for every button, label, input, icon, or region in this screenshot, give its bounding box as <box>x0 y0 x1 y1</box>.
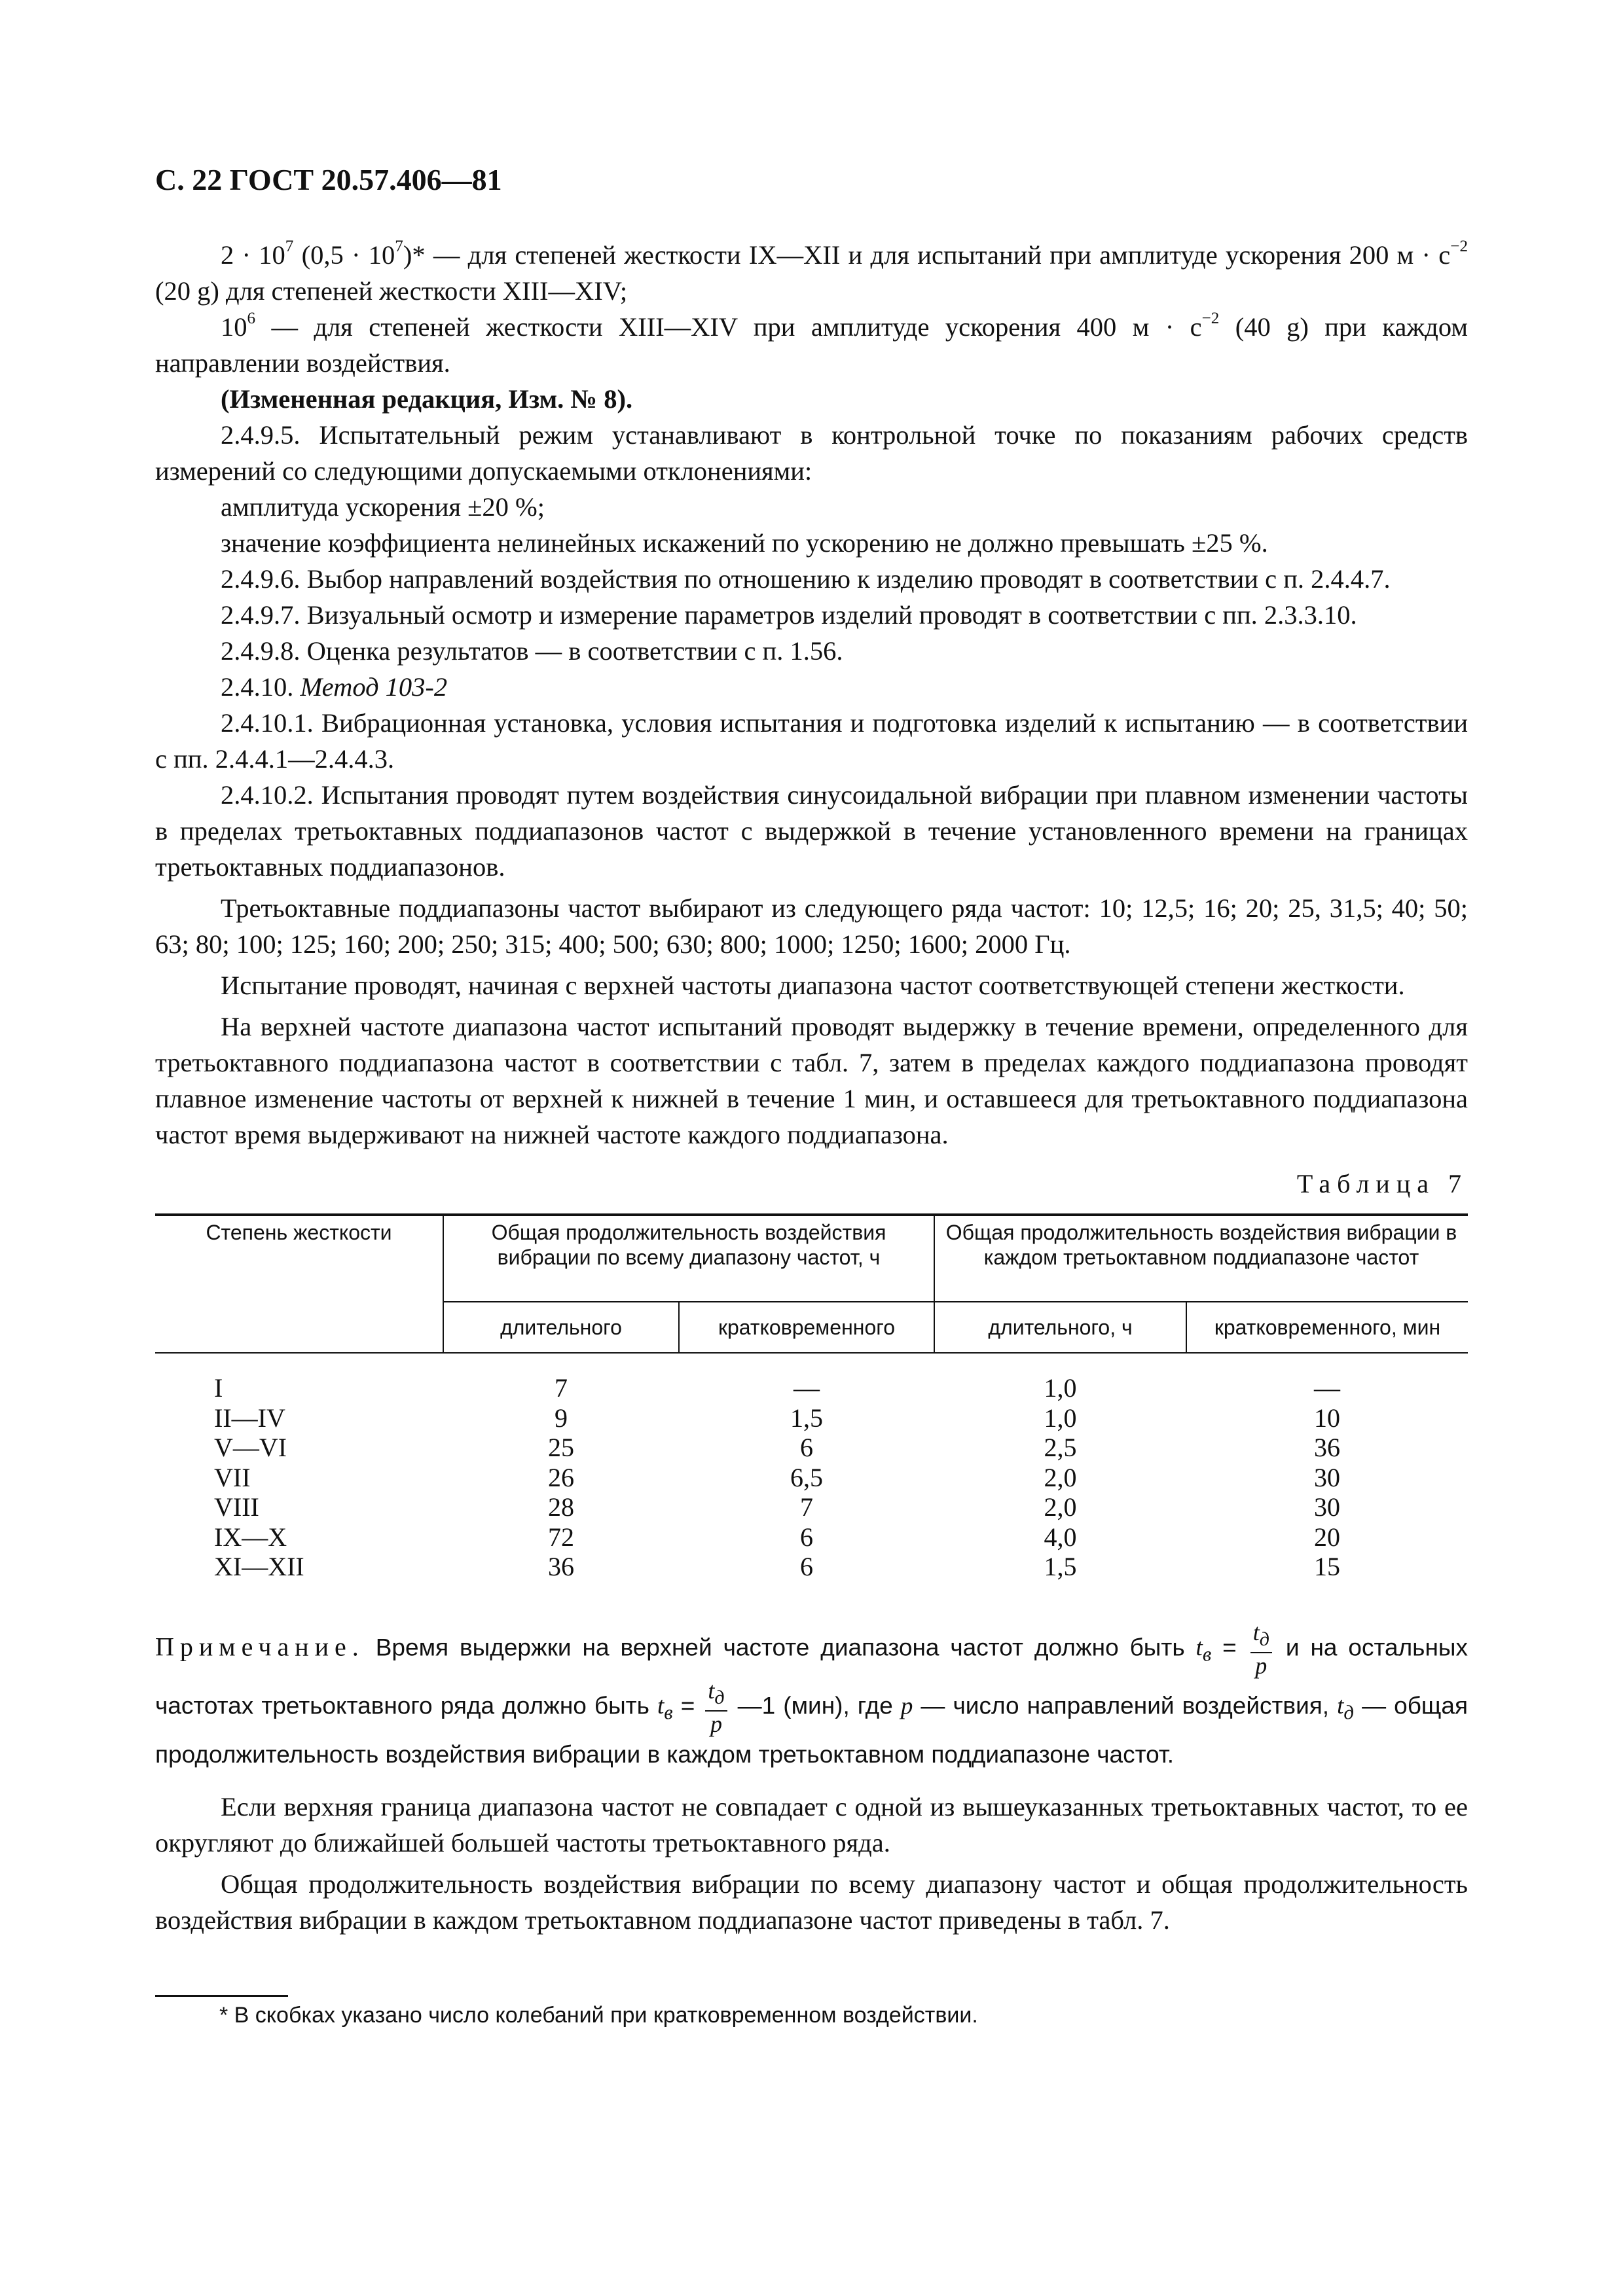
header-short: кратковременного <box>679 1302 934 1353</box>
header-subrange: Общая продолжительность воздействия вибрации в каждом третьоктавном поддиапазоне частот <box>934 1215 1468 1302</box>
text: (20 g) для степеней жесткости XIII—XIV; <box>155 276 628 306</box>
text: t <box>1195 1634 1203 1661</box>
paragraph: значение коэффициента нелинейных искажений по ускорению не должно превышать ±25 %. <box>221 528 1268 558</box>
superscript: 6 <box>247 310 256 328</box>
cell-level: V—VI <box>214 1433 287 1462</box>
table-row <box>155 1403 1468 1433</box>
paragraph: Если верхняя граница диапазона частот не совпадает с одной из вышеуказанных третьоктавных частот, то ее округляют до ближайшей большей частоты третьоктавного ряда. <box>155 1791 1468 1857</box>
cell: 1,0 <box>1044 1373 1077 1403</box>
cell: 9 <box>555 1403 568 1433</box>
fraction-denominator: p <box>710 1710 722 1737</box>
table-row <box>155 1492 1468 1522</box>
table-body <box>155 1353 1468 1582</box>
text: — число направлений воздействия, <box>913 1692 1338 1719</box>
document-body <box>155 237 1468 1938</box>
paragraph: 2.4.9.7. Визуальный осмотр и измерение параметров изделий проводят в соответствии с пп. 2.3.3.10. <box>221 600 1357 630</box>
cell-level: I <box>214 1373 223 1403</box>
footnote-divider <box>155 1995 288 1997</box>
variable-td <box>1337 1693 1355 1724</box>
text: )* — для степеней жесткости IX—XII и для испытаний при амплитуде ускорения 200 м · с <box>403 240 1451 270</box>
text: = <box>672 1692 703 1719</box>
cell-level: IX—X <box>214 1522 287 1552</box>
paragraph: 2.4.9.6. Выбор направлений воздействия по отношению к изделию проводят в соответствии с п. 2.4.4.7. <box>221 564 1391 594</box>
paragraph: 2.4.10.2. Испытания проводят путем воздействия синусоидальной вибрации при плавном изменении частоты в пределах третьоктавных поддиапазонов частот с выдержкой в течение установленного времени на границах третьоктавных поддиапазонов. <box>155 780 1468 882</box>
paragraph: На верхней частоте диапазона частот испытаний проводят выдержку в течение времени, определенного для третьоктавного поддиапазона частот в соответствии с табл. 7, затем в пределах каждого поддиапазона проводят плавное изменение частоты от верхней к нижней в течение 1 мин, и оставшееся для третьоктавного поддиапазона частот время выдерживают на нижней частоте каждого поддиапазона. <box>155 1012 1468 1149</box>
superscript: 7 <box>285 238 294 256</box>
subscript: д <box>714 1686 725 1708</box>
cell: 6 <box>800 1522 813 1552</box>
cell: 25 <box>548 1433 574 1462</box>
cell: 4,0 <box>1044 1522 1077 1552</box>
cell: 30 <box>1314 1462 1340 1492</box>
paragraph: 2.4.10.1. Вибрационная установка, условия испытания и подготовка изделий к испытанию — в соответствии с пп. 2.4.4.1—2.4.4.3. <box>155 708 1468 774</box>
table-title: Таблица 7 <box>1296 1169 1468 1198</box>
cell: 26 <box>548 1462 574 1492</box>
cell: 6,5 <box>790 1462 823 1492</box>
table-row <box>155 1353 1468 1403</box>
text: (40 g) при каждом направлении воздействия. <box>155 312 1468 378</box>
table-note <box>155 1620 1468 1773</box>
subscript: в <box>1202 1643 1212 1666</box>
cell: 1,5 <box>1044 1552 1077 1581</box>
header-short-minutes: кратковременного, мин <box>1186 1302 1468 1353</box>
cell-level: VIII <box>214 1492 259 1522</box>
paragraph: 2.4.9.8. Оценка результатов — в соответствии с п. 1.56. <box>221 636 843 666</box>
text: Время выдержки на верхней частоте диапазона частот должно быть <box>364 1633 1196 1660</box>
paragraph: Третьоктавные поддиапазоны частот выбирают из следующего ряда частот: 10; 12,5; 16; 20; 25, 31,5; 40; 50; 63; 80; 100; 125; 160; 200; 250; 315; 400; 500; 630; 800; 1000; 1250; 1600; 2000 Гц. <box>155 893 1468 959</box>
superscript: −2 <box>1201 310 1220 328</box>
method-title: Метод 103-2 <box>300 672 448 702</box>
cell: 30 <box>1314 1492 1340 1522</box>
cell: 10 <box>1314 1403 1340 1433</box>
text: t <box>1252 1619 1260 1645</box>
paragraph <box>155 309 1468 381</box>
section-heading <box>155 669 1468 705</box>
text: — общая продолжительность воздействия вибрации в каждом третьоктавном поддиапазоне частот. <box>155 1692 1468 1768</box>
paragraph: Испытание проводят, начиная с верхней частоты диапазона частот соответствующей степени жесткости. <box>221 971 1405 1000</box>
cell: 36 <box>1314 1433 1340 1462</box>
cell-level: XI—XII <box>214 1552 304 1581</box>
cell: — <box>793 1373 820 1403</box>
superscript: 7 <box>395 238 403 256</box>
fraction-numerator <box>705 1678 727 1712</box>
cell: 7 <box>800 1492 813 1522</box>
page-header: С. 22 ГОСТ 20.57.406—81 <box>155 163 502 196</box>
subscript: д <box>1259 1628 1269 1650</box>
paragraph: 2.4.9.5. Испытательный режим устанавливают в контрольной точке по показаниям рабочих средств измерений со следующими допускаемыми отклонениями: <box>155 420 1468 486</box>
fraction-numerator <box>1250 1620 1272 1653</box>
header-long: длительного <box>443 1302 679 1353</box>
note-label: Примечание. <box>155 1631 365 1661</box>
cell: 28 <box>548 1492 574 1522</box>
text: 10 <box>221 312 247 342</box>
footnote: * В скобках указано число колебаний при кратковременном воздействии. <box>219 2003 978 2028</box>
fraction <box>1250 1620 1272 1678</box>
cell: 2,0 <box>1044 1492 1077 1522</box>
cell: 1,5 <box>790 1403 823 1433</box>
fraction <box>705 1678 727 1736</box>
text: 2 · 10 <box>221 240 285 270</box>
text: —1 (мин), где <box>729 1692 901 1719</box>
paragraph: амплитуда ускорения ±20 %; <box>221 492 545 522</box>
paragraph: Общая продолжительность воздействия вибрации по всему диапазону частот и общая продолжительность воздействия вибрации в каждом третьоктавном поддиапазоне частот приведены в табл. 7. <box>155 1869 1468 1935</box>
cell: — <box>1314 1373 1340 1403</box>
header-long-hours: длительного, ч <box>934 1302 1186 1353</box>
text: и на остальных частотах третьоктавного ряда должно быть <box>155 1633 1468 1719</box>
table-row <box>155 1552 1468 1582</box>
table-row <box>155 1522 1468 1552</box>
cell: 72 <box>548 1522 574 1552</box>
cell-level: VII <box>214 1462 251 1492</box>
cell-level: II—IV <box>214 1403 285 1433</box>
text: t <box>1337 1693 1344 1720</box>
fraction-denominator: p <box>1255 1652 1267 1679</box>
header-level: Степень жесткости <box>155 1215 443 1353</box>
text: = <box>1211 1633 1248 1660</box>
table-row <box>155 1433 1468 1463</box>
table-row <box>155 1463 1468 1493</box>
cell: 1,0 <box>1044 1403 1077 1433</box>
cell: 36 <box>548 1552 574 1581</box>
cell: 7 <box>555 1373 568 1403</box>
paragraph <box>155 237 1468 309</box>
variable-p: p <box>900 1693 913 1720</box>
text: t <box>657 1693 665 1720</box>
text: — для степеней жесткости XIII—XIV при амплитуде ускорения 400 м · с <box>255 312 1202 342</box>
cell: 6 <box>800 1552 813 1581</box>
cell: 6 <box>800 1433 813 1462</box>
superscript: −2 <box>1450 238 1468 256</box>
cell: 2,5 <box>1044 1433 1077 1462</box>
subscript: в <box>664 1701 673 1724</box>
amendment-note: (Измененная редакция, Изм. № 8). <box>221 384 633 414</box>
text: (0,5 · 10 <box>293 240 395 270</box>
data-table <box>155 1213 1468 1582</box>
cell: 20 <box>1314 1522 1340 1552</box>
formula-tv <box>657 1693 673 1724</box>
subscript: д <box>1343 1701 1355 1724</box>
header-total: Общая продолжительность воздействия вибрации по всему диапазону частот, ч <box>443 1215 934 1302</box>
cell: 2,0 <box>1044 1462 1077 1492</box>
formula-tv <box>1195 1634 1212 1666</box>
cell: 15 <box>1314 1552 1340 1581</box>
text: 2.4.10. <box>221 672 301 702</box>
text: t <box>708 1677 715 1704</box>
